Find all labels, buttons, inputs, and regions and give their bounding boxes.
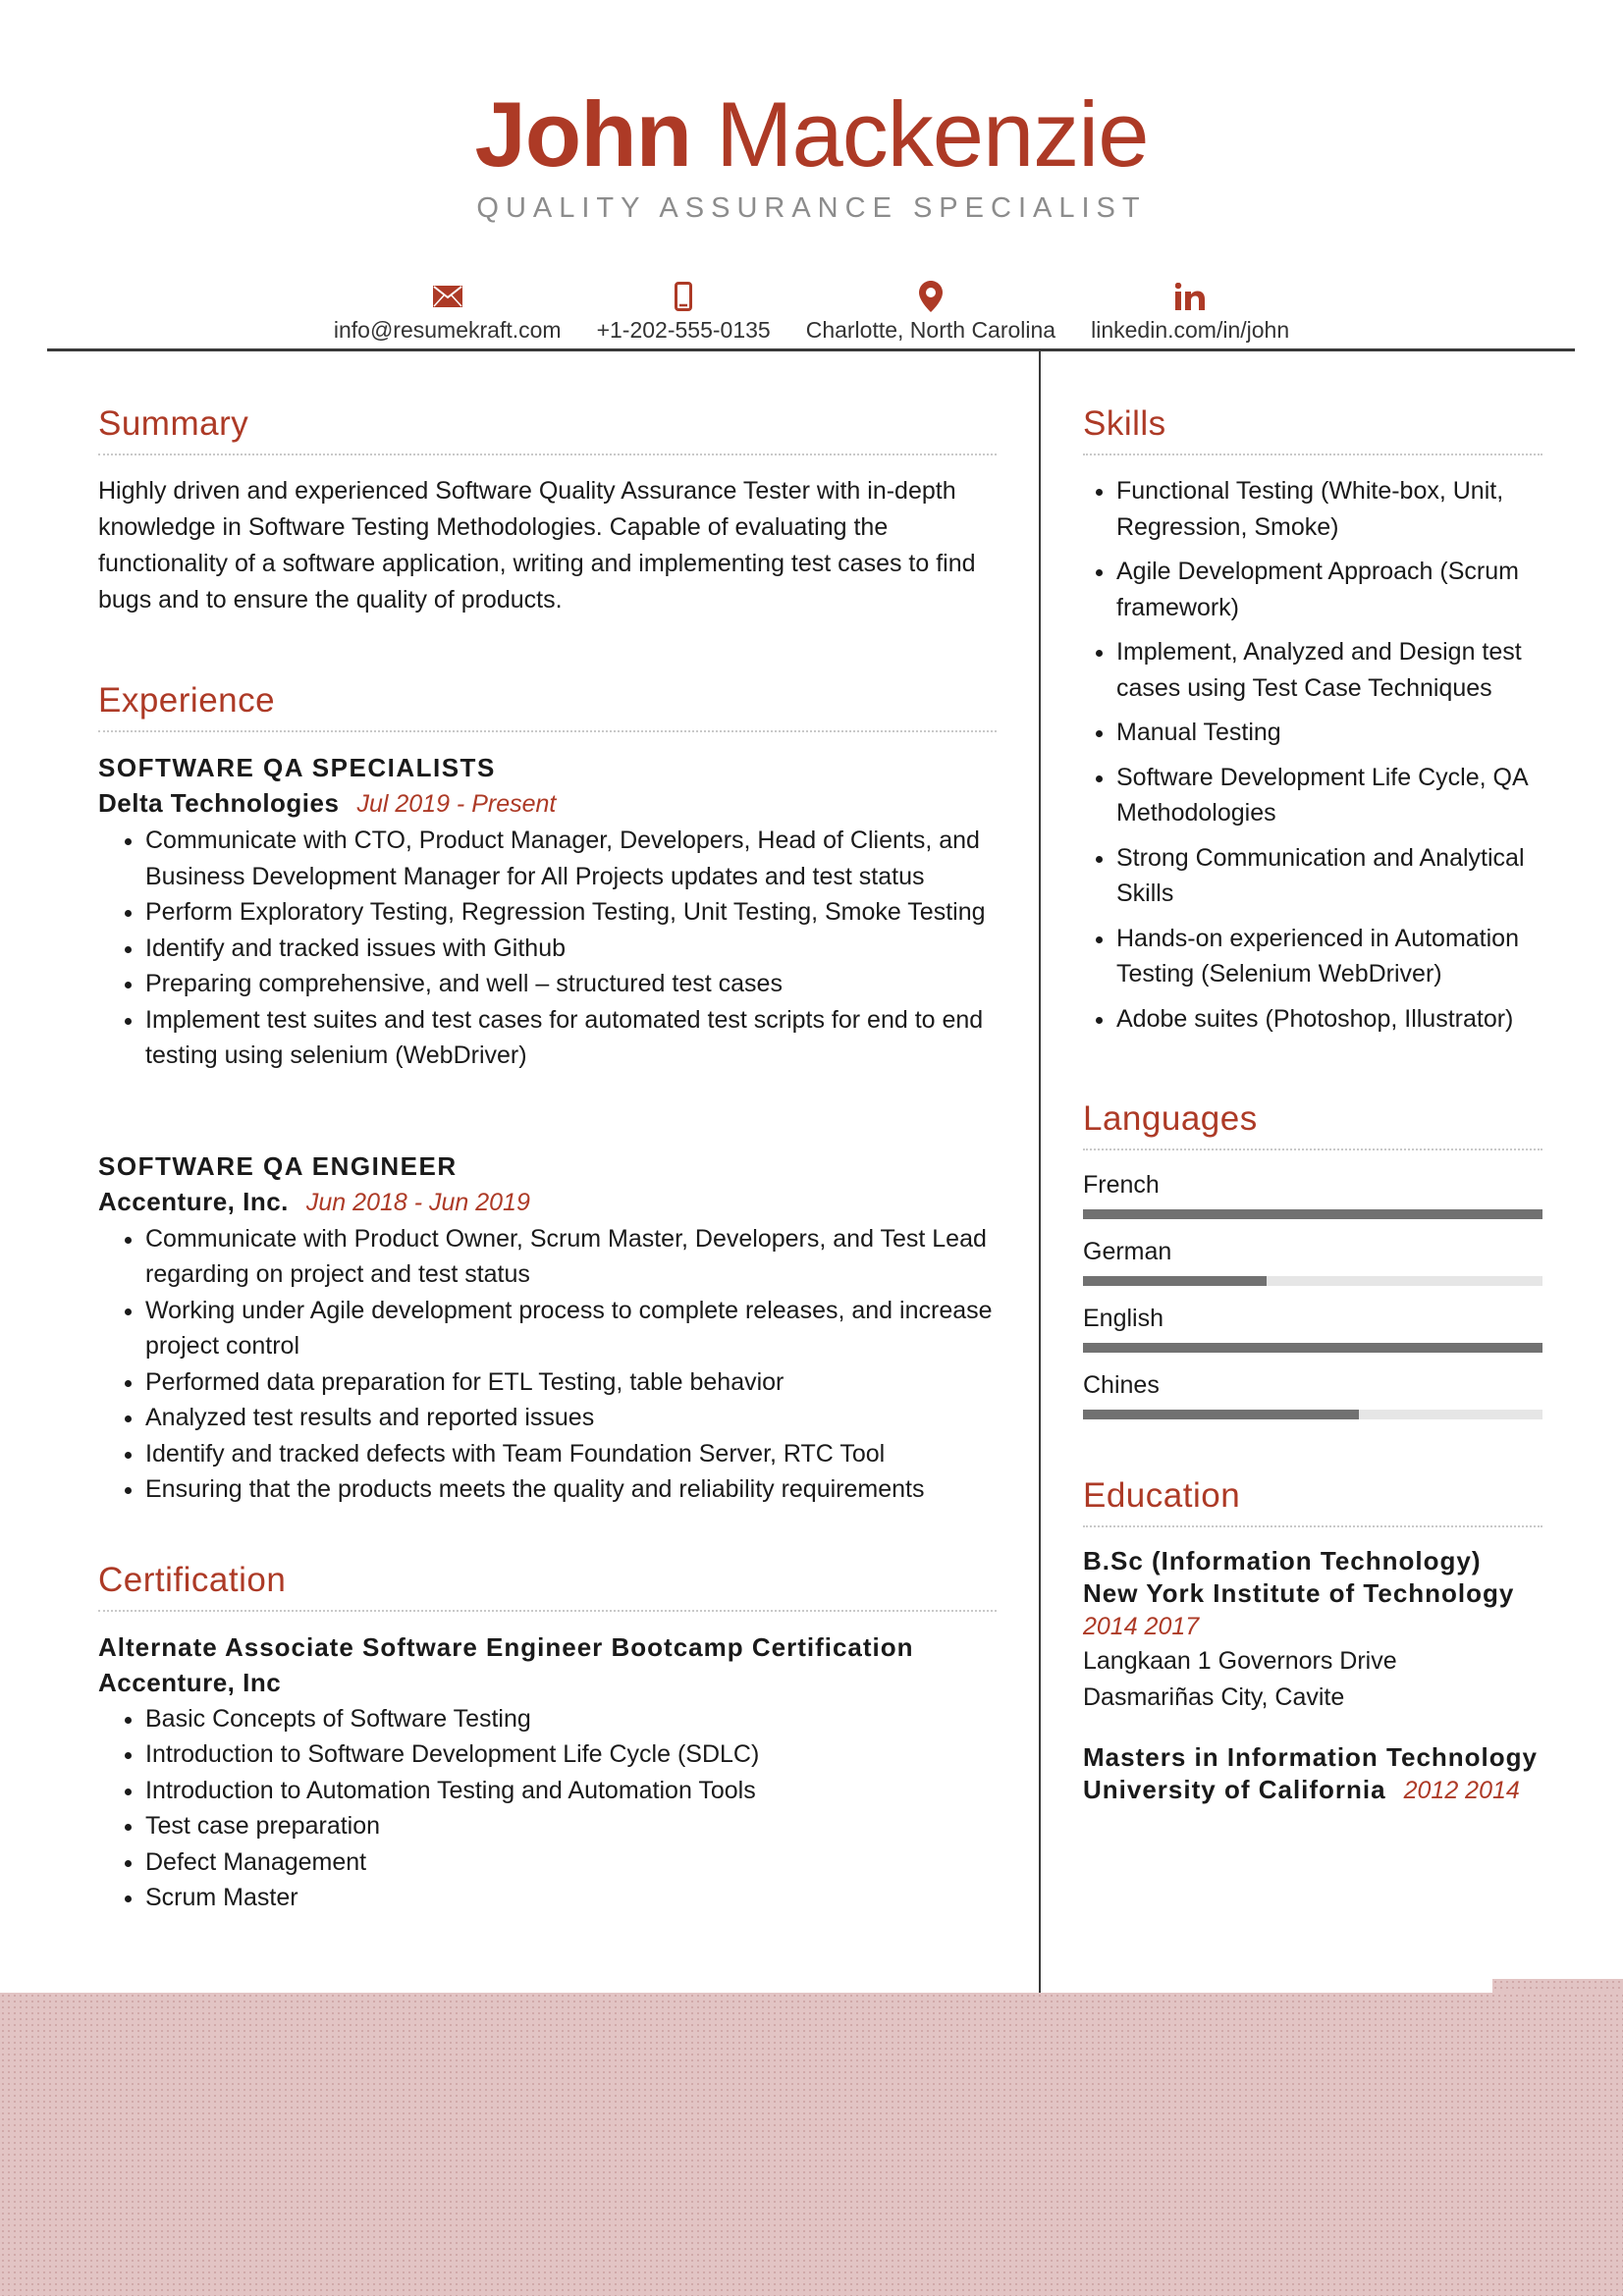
language-name: Chines [1083, 1371, 1160, 1399]
certification-bullet: • Basic Concepts of Software Testing [145, 1701, 997, 1737]
certification-bullet: • Scrum Master [145, 1880, 997, 1916]
languages-section [1083, 1097, 1542, 1419]
language-level-bar [1083, 1276, 1542, 1286]
education-school-line [1083, 1774, 1542, 1807]
skill-item: • Functional Testing (White-box, Unit, Regression, Smoke) [1116, 473, 1542, 545]
job-bullets [98, 823, 997, 1074]
certification-heading: Certification [98, 1560, 287, 1599]
language-level-fill [1083, 1343, 1542, 1353]
section-divider [98, 730, 997, 732]
header-divider [47, 348, 1575, 351]
certification-issuer-line [98, 1665, 997, 1701]
contact-linkedin-text[interactable]: linkedin.com/in/john [1091, 317, 1290, 343]
job-dates: Jul 2019 - Present [356, 790, 557, 818]
job-bullet: • Perform Exploratory Testing, Regression Testing, Unit Testing, Smoke Testing [145, 894, 997, 931]
skill-item: • Software Development Life Cycle, QA Methodologies [1116, 760, 1542, 831]
language-item [1083, 1302, 1542, 1353]
certification-bullets [98, 1701, 997, 1916]
language-level-fill [1083, 1276, 1267, 1286]
job-bullet: • Performed data preparation for ETL Testing, table behavior [145, 1364, 997, 1401]
sidebar-column [1083, 402, 1542, 1807]
linkedin-icon [1175, 280, 1205, 313]
page-overlay [0, 1993, 1623, 2296]
job-bullet: • Identify and tracked defects with Team Foundation Server, RTC Tool [145, 1436, 997, 1472]
job-bullet: • Communicate with Product Owner, Scrum Master, Developers, and Test Lead regarding on project and test status [145, 1221, 997, 1293]
certification-name: Alternate Associate Software Engineer Bootcamp Certification [98, 1631, 914, 1662]
job-bullet: • Communicate with CTO, Product Manager, Developers, Head of Clients, and Business Development Manager for All Projects updates and test status [145, 823, 997, 894]
job-title: SOFTWARE QA SPECIALISTS [98, 753, 496, 782]
company-name: Accenture, Inc. [98, 1186, 289, 1216]
company-line [98, 1184, 997, 1221]
certification-bullet: • Defect Management [145, 1844, 997, 1881]
language-item [1083, 1168, 1542, 1219]
skill-item: • Implement, Analyzed and Design test cases using Test Case Techniques [1116, 634, 1542, 706]
education-school: University of California [1083, 1775, 1386, 1804]
language-level-bar [1083, 1343, 1542, 1353]
skill-item: • Agile Development Approach (Scrum framework) [1116, 554, 1542, 625]
languages-heading: Languages [1083, 1099, 1258, 1138]
skill-item: • Strong Communication and Analytical Skills [1116, 840, 1542, 912]
phone-icon [675, 280, 692, 313]
education-degree: B.Sc (Information Technology) [1083, 1546, 1482, 1575]
education-dates: 2014 2017 [1083, 1613, 1200, 1640]
education-degree: Masters in Information Technology [1083, 1742, 1539, 1772]
job-title: SOFTWARE QA ENGINEER [98, 1150, 458, 1181]
contact-phone [597, 280, 771, 344]
section-divider [1083, 454, 1542, 455]
job-bullet: • Preparing comprehensive, and well – structured test cases [145, 966, 997, 1002]
column-divider [1039, 351, 1041, 1993]
company-name: Delta Technologies [98, 788, 340, 818]
education-heading: Education [1083, 1476, 1241, 1515]
education-address-line: Dasmariñas City, Cavite [1083, 1683, 1345, 1711]
certification-issuer: Accenture, Inc [98, 1667, 282, 1697]
candidate-name [0, 80, 1623, 188]
certification-bullet: • Introduction to Automation Testing and Automation Tools [145, 1773, 997, 1809]
section-divider [98, 1610, 997, 1612]
language-name: French [1083, 1171, 1160, 1199]
language-level-fill [1083, 1209, 1542, 1219]
job-bullet: • Analyzed test results and reported issues [145, 1400, 997, 1436]
job-dates: Jun 2018 - Jun 2019 [305, 1188, 530, 1216]
job-entry [98, 1148, 997, 1508]
company-line [98, 785, 997, 823]
contact-email-text[interactable]: info@resumekraft.com [333, 317, 562, 343]
summary-section [98, 402, 997, 618]
contact-email [334, 280, 562, 344]
job-bullet: • Working under Agile development process to complete releases, and increase project control [145, 1293, 997, 1364]
skills-section [1083, 402, 1542, 1037]
first-name: John [474, 82, 692, 186]
language-item [1083, 1235, 1542, 1286]
summary-heading: Summary [98, 404, 249, 443]
main-column [98, 402, 997, 1916]
education-entry [1083, 1741, 1542, 1807]
certification-section [98, 1559, 997, 1916]
skills-heading: Skills [1083, 404, 1166, 443]
job-entry [98, 750, 997, 1074]
location-pin-icon [919, 280, 943, 313]
education-dates: 2012 2014 [1403, 1777, 1520, 1804]
education-address-line: Langkaan 1 Governors Drive [1083, 1647, 1397, 1675]
language-name: German [1083, 1238, 1172, 1265]
section-divider [1083, 1148, 1542, 1150]
education-school: New York Institute of Technology [1083, 1578, 1515, 1608]
skill-item: • Hands-on experienced in Automation Testing (Selenium WebDriver) [1116, 921, 1542, 992]
skill-item: • Manual Testing [1116, 715, 1542, 751]
experience-section [98, 679, 997, 1508]
contact-bar [0, 280, 1623, 344]
section-divider [98, 454, 997, 455]
job-title-headline: QUALITY ASSURANCE SPECIALIST [476, 192, 1147, 224]
summary-text: Highly driven and experienced Software Quality Assurance Tester with in-depth knowledge in Software Testing Methodologies. Capable of evaluating the functionality of a software application, writing and implementing test cases to find bugs and to ensure the quality of products. [98, 477, 976, 614]
envelope-icon [433, 280, 462, 313]
job-bullet: • Ensuring that the products meets the quality and reliability requirements [145, 1471, 997, 1508]
experience-heading: Experience [98, 681, 276, 720]
certification-bullet: • Test case preparation [145, 1808, 997, 1844]
contact-location [806, 280, 1055, 344]
contact-phone-text[interactable]: +1-202-555-0135 [596, 317, 771, 343]
job-bullets [98, 1221, 997, 1508]
language-level-fill [1083, 1410, 1359, 1419]
job-bullet: • Implement test suites and test cases for automated test scripts for end to end testing using selenium (WebDriver) [145, 1002, 997, 1074]
language-level-bar [1083, 1209, 1542, 1219]
education-entry [1083, 1545, 1542, 1716]
last-name: Mackenzie [716, 82, 1149, 186]
contact-location-text: Charlotte, North Carolina [805, 317, 1056, 343]
language-name: English [1083, 1305, 1163, 1332]
skill-item: • Adobe suites (Photoshop, Illustrator) [1116, 1001, 1542, 1038]
section-divider [1083, 1525, 1542, 1527]
skills-list [1083, 473, 1542, 1037]
language-item [1083, 1368, 1542, 1419]
education-section [1083, 1474, 1542, 1807]
certification-bullet: • Introduction to Software Development Life Cycle (SDLC) [145, 1736, 997, 1773]
job-bullet: • Identify and tracked issues with Github [145, 931, 997, 967]
contact-linkedin [1091, 280, 1289, 344]
language-level-bar [1083, 1410, 1542, 1419]
